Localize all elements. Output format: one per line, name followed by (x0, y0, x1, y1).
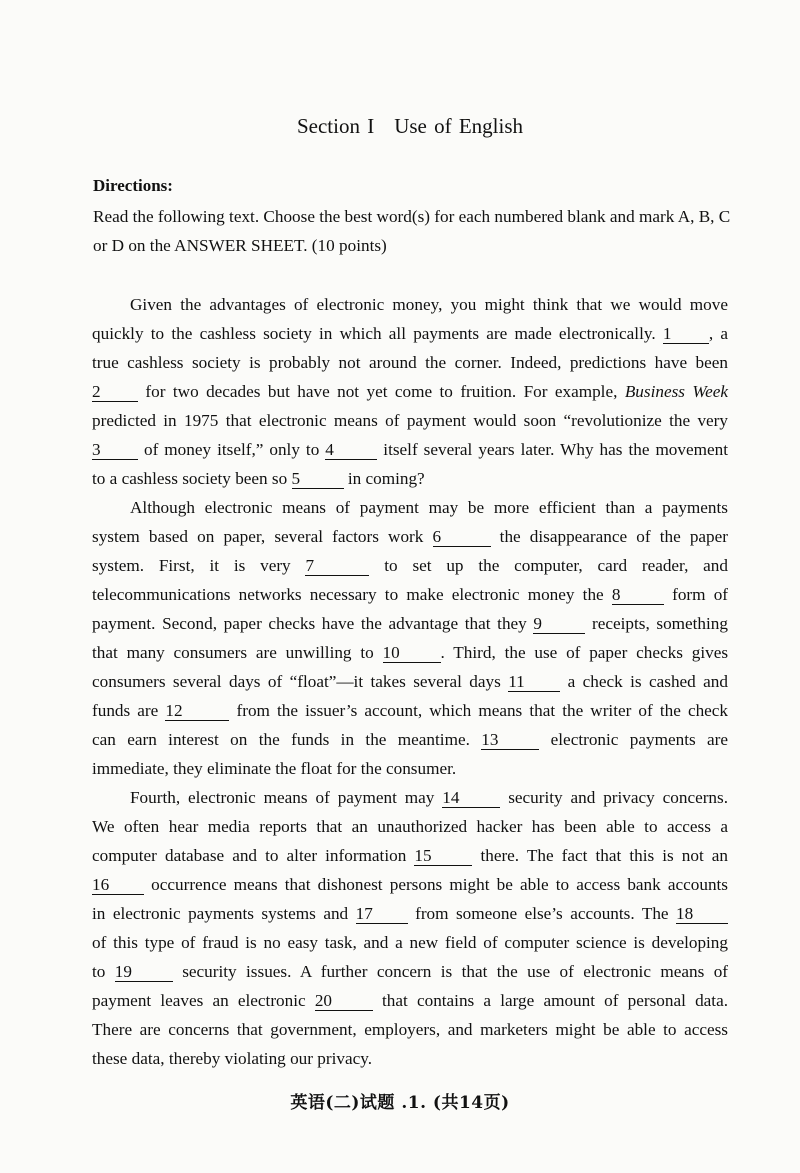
passage-line: can earn interest on the funds in the meantime. 13 electronic payments are (92, 730, 729, 749)
passage-line: 2 for two decades but have not yet come to fruition. For example, Business Week (92, 382, 729, 401)
blank-15: 15 (414, 846, 472, 866)
magazine-title: Business Week (624, 382, 729, 401)
passage-line: There are concerns that government, employers, and marketers might be able to access (92, 1020, 728, 1039)
blank-6: 6 (433, 527, 491, 547)
section-title (0, 114, 800, 139)
passage-line: 16 occurrence means that dishonest persons might be able to access bank accounts (92, 875, 728, 894)
blank-10: 10 (383, 643, 441, 663)
passage-line: Fourth, electronic means of payment may 14 security and privacy concerns. (130, 788, 729, 807)
cloze-passage (92, 290, 728, 1073)
passage-line: quickly to the cashless society in which all payments are made electronically. 1 , a (92, 324, 728, 343)
blank-1: 1 (663, 324, 709, 344)
blank-18: 18 (676, 904, 728, 924)
passage-line: telecommunications networks necessary to make electronic money the 8 form of (92, 585, 729, 604)
passage-line: that many consumers are unwilling to 10 . Third, the use of paper checks gives (92, 643, 729, 662)
passage-line: immediate, they eliminate the float for the consumer. (92, 759, 457, 778)
passage-line: 3 of money itself,” only to 4 itself several years later. Why has the movement (92, 440, 728, 459)
directions-text: Read the following text. Choose the best word(s) for each numbered blank and mark A, B, C or D on the ANSWER SHEET. (10 points) (93, 207, 731, 255)
passage-line: system based on paper, several factors work 6 the disappearance of the paper (92, 527, 729, 546)
blank-17: 17 (356, 904, 408, 924)
passage-line: true cashless society is probably not around the corner. Indeed, predictions have been (92, 353, 728, 372)
blank-3: 3 (92, 440, 138, 460)
passage-line: system. First, it is very 7 to set up the computer, card reader, and (92, 556, 728, 575)
passage-line: of this type of fraud is no easy task, and a new field of computer science is developing (92, 933, 728, 952)
blank-20: 20 (315, 991, 373, 1011)
section-label: Section I (296, 114, 375, 138)
blank-12: 12 (165, 701, 229, 721)
page-footer: 英语(二)试题 .1. (共14页) (290, 1093, 510, 1113)
directions-heading: Directions: (93, 176, 173, 195)
passage-line: Although electronic means of payment may be more efficient than a payments (130, 498, 728, 517)
blank-13: 13 (481, 730, 539, 750)
passage-line: consumers several days of “float”—it takes several days 11 a check is cashed and (92, 672, 728, 691)
passage-line: predicted in 1975 that electronic means of payment would soon “revolutionize the very (92, 411, 728, 430)
blank-19: 19 (115, 962, 173, 982)
passage-line: payment. Second, paper checks have the advantage that they 9 receipts, something (92, 614, 728, 633)
blank-11: 11 (508, 672, 560, 692)
passage-line: We often hear media reports that an unauthorized hacker has been able to access a (92, 817, 728, 836)
passage-line: funds are 12 from the issuer’s account, which means that the writer of the check (92, 701, 729, 720)
passage-line: to 19 security issues. A further concern is that the use of electronic means of (92, 962, 729, 981)
passage-line: Given the advantages of electronic money, you might think that we would move (130, 295, 728, 314)
passage-line: payment leaves an electronic 20 that contains a large amount of personal data. (92, 991, 729, 1010)
blank-2: 2 (92, 382, 138, 402)
blank-16: 16 (92, 875, 144, 895)
passage-line: these data, thereby violating our privacy. (92, 1049, 372, 1068)
blank-7: 7 (305, 556, 369, 576)
blank-5: 5 (292, 469, 344, 489)
passage-line: to a cashless society been so 5 in coming? (92, 469, 425, 488)
blank-14: 14 (442, 788, 500, 808)
passage-line: in electronic payments systems and 17 from someone else’s accounts. The 18 (92, 899, 728, 928)
blank-9: 9 (533, 614, 585, 634)
blank-4: 4 (325, 440, 377, 460)
passage-line: computer database and to alter information 15 there. The fact that this is not an (92, 846, 729, 865)
blank-8: 8 (612, 585, 664, 605)
section-name: Use of English (394, 114, 524, 138)
